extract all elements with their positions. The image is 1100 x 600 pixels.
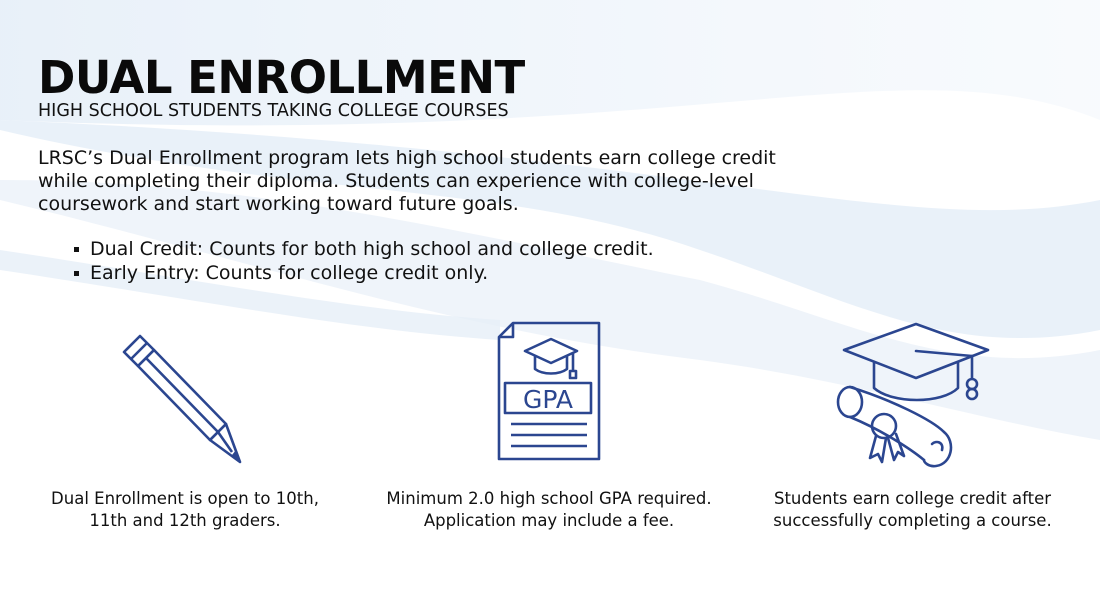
- caption-line: Students earn college credit after: [773, 489, 1052, 508]
- page-title: DUAL ENROLLMENT: [38, 51, 525, 104]
- caption-line: Minimum 2.0 high school GPA required.: [386, 489, 712, 508]
- caption-line: Application may include a fee.: [423, 511, 675, 530]
- caption-line: Dual Enrollment is open to 10th,: [51, 489, 319, 508]
- bullet-early-entry: Early Entry: Counts for college credit only.: [74, 261, 654, 285]
- intro-paragraph: LRSC’s Dual Enrollment program lets high school students earn college credit while completing their diploma. Students can experience with college-level coursework and start working toward future goals.: [38, 147, 776, 215]
- bullet-dual-credit: Dual Credit: Counts for both high school and college credit.: [74, 237, 654, 261]
- gpa-badge-text: GPA: [523, 385, 573, 414]
- pencil-icon: [118, 328, 248, 468]
- caption-eligibility: [30, 488, 340, 532]
- program-types-list: [74, 237, 654, 285]
- caption-line: 11th and 12th graders.: [89, 511, 281, 530]
- page-subtitle: HIGH SCHOOL STUDENTS TAKING COLLEGE COURSES: [38, 101, 509, 121]
- gpa-document-icon: [495, 321, 603, 463]
- caption-line: successfully completing a course.: [773, 511, 1052, 530]
- graduation-cap-diploma-icon: [832, 320, 994, 468]
- caption-gpa-requirement: [364, 488, 734, 532]
- caption-college-credit: [750, 488, 1075, 532]
